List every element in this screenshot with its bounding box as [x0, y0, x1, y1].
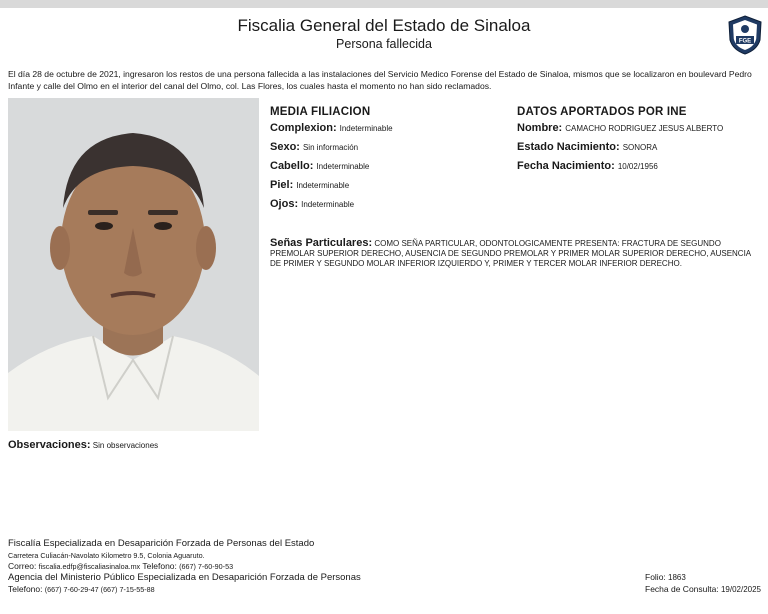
- folio-value: 1863: [668, 573, 686, 582]
- sexo-row: [270, 141, 393, 160]
- nombre-label: Nombre:: [517, 122, 563, 134]
- footer-contact: [8, 538, 508, 595]
- folio-block: [645, 572, 761, 595]
- datos-ine-heading: DATOS APORTADOS POR INE: [517, 106, 687, 118]
- telefono2-value: (667) 7-60-29-47 (667) 7-15-55-88: [44, 585, 155, 594]
- piel-label: Piel:: [270, 179, 294, 191]
- cabello-value: Indeterminable: [316, 162, 370, 171]
- top-bar: [0, 0, 768, 8]
- complexion-label: Complexion:: [270, 122, 337, 134]
- telefono-label: Telefono:: [142, 561, 177, 571]
- telefono-value: (667) 7-60-90-53: [179, 562, 234, 571]
- datos-ine-section: [517, 106, 723, 179]
- ojos-value: Indeterminable: [301, 200, 355, 209]
- page-title: Fiscalia General del Estado de Sinaloa: [237, 16, 531, 35]
- senas-particulares: [270, 238, 760, 269]
- observaciones: [8, 439, 158, 451]
- folio-line: [645, 572, 761, 584]
- cabello-row: [270, 160, 393, 179]
- page-subtitle: Persona fallecida: [336, 37, 432, 51]
- footer-correo-line: [8, 561, 508, 572]
- sexo-label: Sexo:: [270, 141, 300, 153]
- footer-address: Carretera Culiacán-Navolato Kilometro 9.5, Colonia Aguaruto.: [8, 551, 205, 560]
- intro-paragraph: El día 28 de octubre de 2021, ingresaron los restos de una persona fallecida a las instalaciones del Servicio Medico Forense del Estado de Sinaloa, mismos que se localizaron en boulevard Pedro Infante y calle del Olmo en el interior del canal del Olmo, col. Las Flores, los cuales hasta el momento no han sido reclamados.: [8, 69, 752, 91]
- estado-nacimiento-value: SONORA: [622, 143, 658, 152]
- complexion-row: [270, 122, 393, 141]
- fecha-consulta-value: 19/02/2025: [720, 584, 761, 594]
- person-photo: [8, 98, 259, 431]
- footer-telefono-line: [8, 584, 508, 595]
- fge-seal-logo: [726, 14, 764, 56]
- estado-nacimiento-row: [517, 141, 723, 160]
- nombre-row: [517, 122, 723, 141]
- fecha-consulta-label: Fecha de Consulta:: [645, 583, 719, 594]
- fecha-nacimiento-value: 10/02/1956: [617, 162, 658, 171]
- fecha-nacimiento-label: Fecha Nacimiento:: [517, 160, 615, 172]
- piel-row: [270, 179, 393, 198]
- fecha-consulta-line: [645, 584, 761, 596]
- cabello-label: Cabello:: [270, 160, 314, 172]
- nombre-value: CAMACHO RODRIGUEZ JESUS ALBERTO: [565, 124, 724, 133]
- observaciones-label: Observaciones:: [8, 439, 91, 451]
- correo-value[interactable]: fiscalia.edfp@fiscaliasinaloa.mx: [38, 562, 141, 571]
- correo-label: Correo:: [8, 561, 37, 571]
- media-filiacion-heading: MEDIA FILIACION: [270, 106, 371, 118]
- media-filiacion-section: [270, 106, 393, 217]
- fecha-nacimiento-row: [517, 160, 723, 179]
- telefono2-label: Telefono:: [8, 584, 43, 594]
- senas-value: COMO SEÑA PARTICULAR, ODONTOLOGICAMENTE PRESENTA: FRACTURA DE SEGUNDO PREMOLAR SUPERIOR DERECHO, AUSENCIA DE SEGUNDO PREMOLAR Y PRIMER MOLAR SUPERIOR DERECHO, AUSENCIA DE PRIMER Y SEGUNDO MOLAR INFERIOR IZQUIERDO Y, PRIMER Y TERCER MOLAR INFERIOR DERECHO.: [270, 239, 751, 268]
- folio-label: Folio:: [645, 572, 666, 582]
- senas-label: Señas Particulares:: [270, 237, 373, 249]
- footer-fiscalia-name: Fiscalía Especializada en Desaparición Forzada de Personas del Estado: [8, 538, 315, 549]
- piel-value: Indeterminable: [296, 181, 350, 190]
- complexion-value: Indeterminable: [339, 124, 393, 133]
- ojos-label: Ojos:: [270, 198, 299, 210]
- sexo-value: Sin información: [302, 143, 359, 152]
- estado-nacimiento-label: Estado Nacimiento:: [517, 141, 620, 153]
- svg-text:FGE: FGE: [738, 38, 752, 45]
- footer-agencia-name: Agencia del Ministerio Público Especializada en Desaparición Forzada de Personas: [8, 572, 361, 583]
- observaciones-value: Sin observaciones: [92, 441, 159, 450]
- ojos-row: [270, 198, 393, 217]
